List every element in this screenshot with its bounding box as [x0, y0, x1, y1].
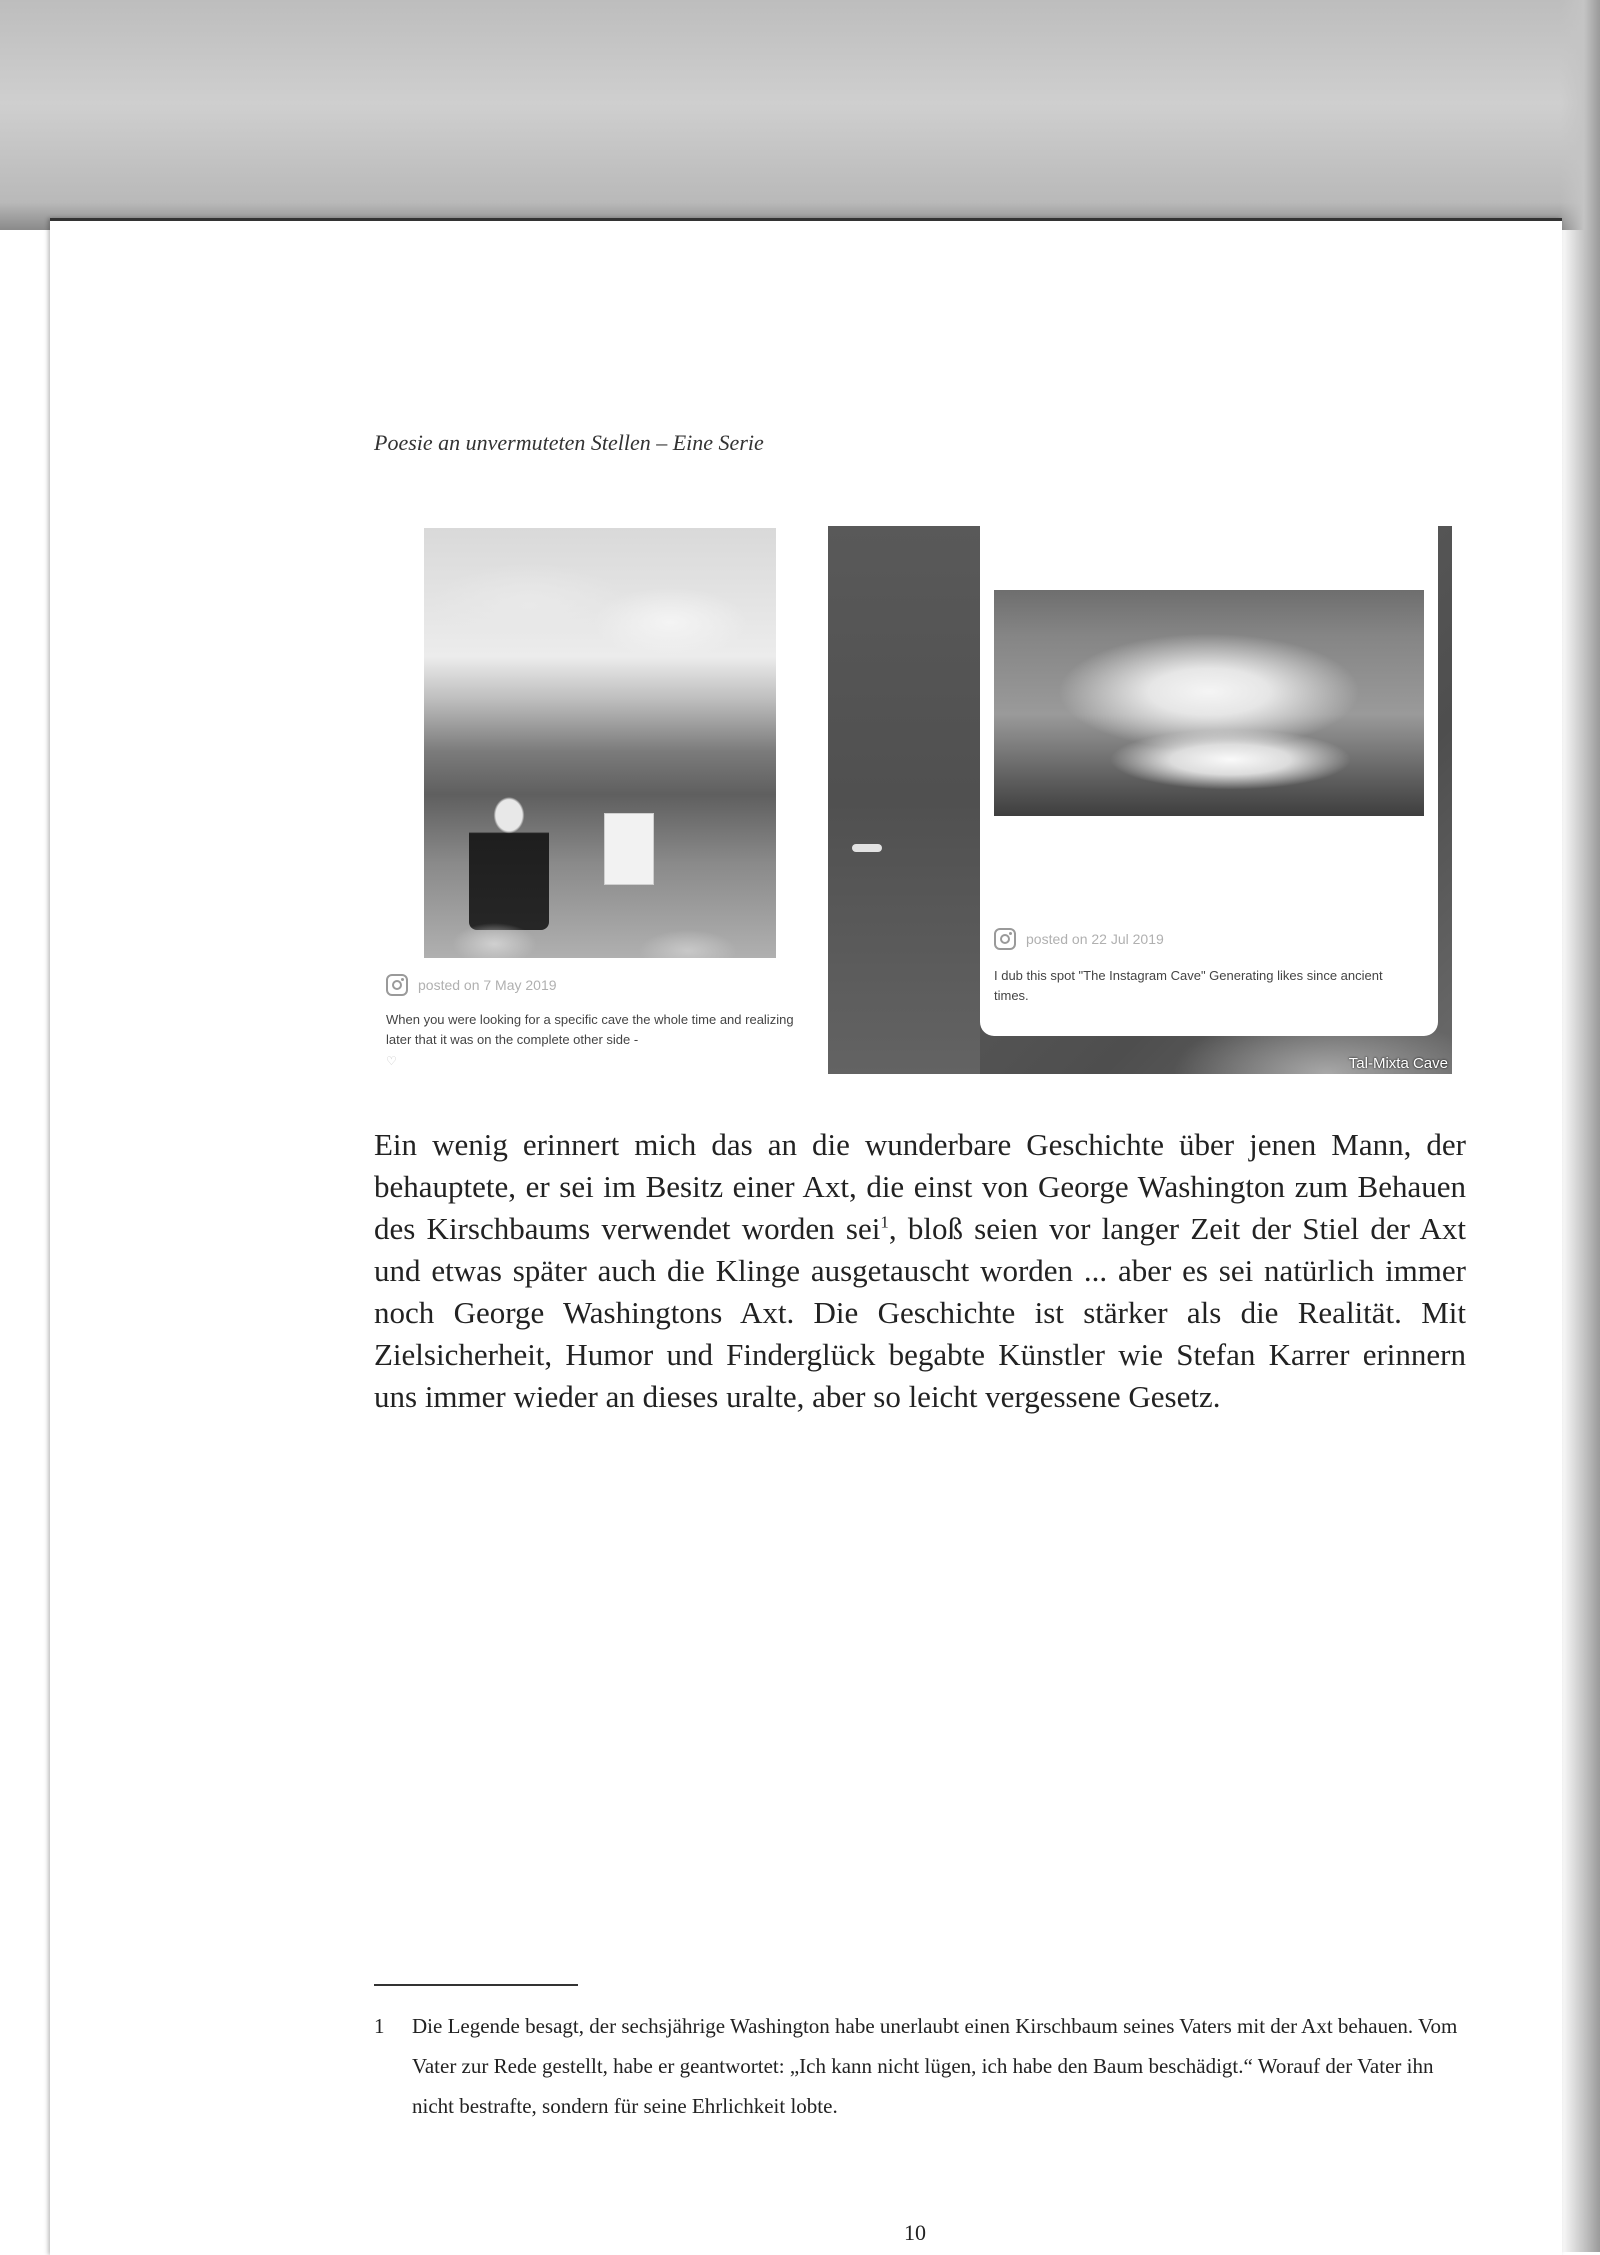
footnote: [374, 2006, 1464, 2126]
heart-emoji-icon: ♡: [386, 1054, 397, 1068]
post-caption: I dub this spot "The Instagram Cave" Generating likes since ancient times.: [994, 968, 1383, 1003]
post-card: [980, 526, 1438, 1036]
decorative-pill: [852, 844, 882, 852]
footnote-reference: 1: [880, 1212, 889, 1232]
footnote-divider: [374, 1984, 578, 1986]
scan-background-top: [0, 0, 1600, 230]
post-meta: [386, 974, 557, 996]
page-number: 10: [904, 2220, 926, 2245]
instagram-icon: [386, 974, 408, 996]
post-date: posted on 22 Jul 2019: [1026, 931, 1164, 947]
instagram-post-left: [370, 524, 794, 1079]
body-text-part-2: , bloß seien vor langer Zeit der Stiel der Axt und etwas später auch die Klinge ausgetauscht worden ... aber es sei natürlich immer noch George Washingtons Axt. Die Geschichte ist stärker als die Realität. Mit Zielsicherheit, Humor und Finderglück begabte Künstler wie Stefan Karrer erinnern uns immer wieder an dieses uralte, aber so leicht vergessene Gesetz.: [374, 1211, 1466, 1414]
post-meta: [994, 928, 1164, 950]
scan-background-right: [1560, 0, 1600, 2252]
photo-rocks: [424, 888, 776, 958]
instagram-icon: [994, 928, 1016, 950]
running-header: Poesie an unvermuteten Stellen – Eine Serie: [374, 430, 764, 455]
footnote-text: Die Legende besagt, der sechsjährige Washington habe unerlaubt einen Kirschbaum seines Vaters mit der Axt behauen. Vom Vater zur Rede gestellt, habe er geantwortet: „Ich kann nicht lügen, ich habe den Baum beschädigt.“ Worauf der Vater ihn nicht bestrafte, sondern für seine Ehrlichkeit lobte.: [412, 2014, 1458, 2118]
post-caption: When you were looking for a specific cave the whole time and realizing later that it was on the complete other side -: [386, 1012, 794, 1047]
post-date: posted on 7 May 2019: [418, 977, 557, 993]
body-text-part-1: Ein wenig erinnert mich das an die wunderbare Geschichte über jenen Mann, der behauptete, er sei im Besitz einer Axt, die einst von George Washington zum Behauen des Kirschbaums verwendet worden sei: [374, 1127, 1466, 1246]
post-photo-hillside: [424, 528, 776, 958]
instagram-post-right: [828, 526, 1452, 1074]
body-paragraph: [374, 1124, 1466, 1418]
photo-building: [604, 813, 654, 885]
footnote-number: 1: [374, 2014, 385, 2038]
location-tag: Tal-Mixta Cave: [1348, 1055, 1448, 1072]
background-strip: [828, 526, 980, 1074]
post-photo-cave: [994, 590, 1424, 816]
